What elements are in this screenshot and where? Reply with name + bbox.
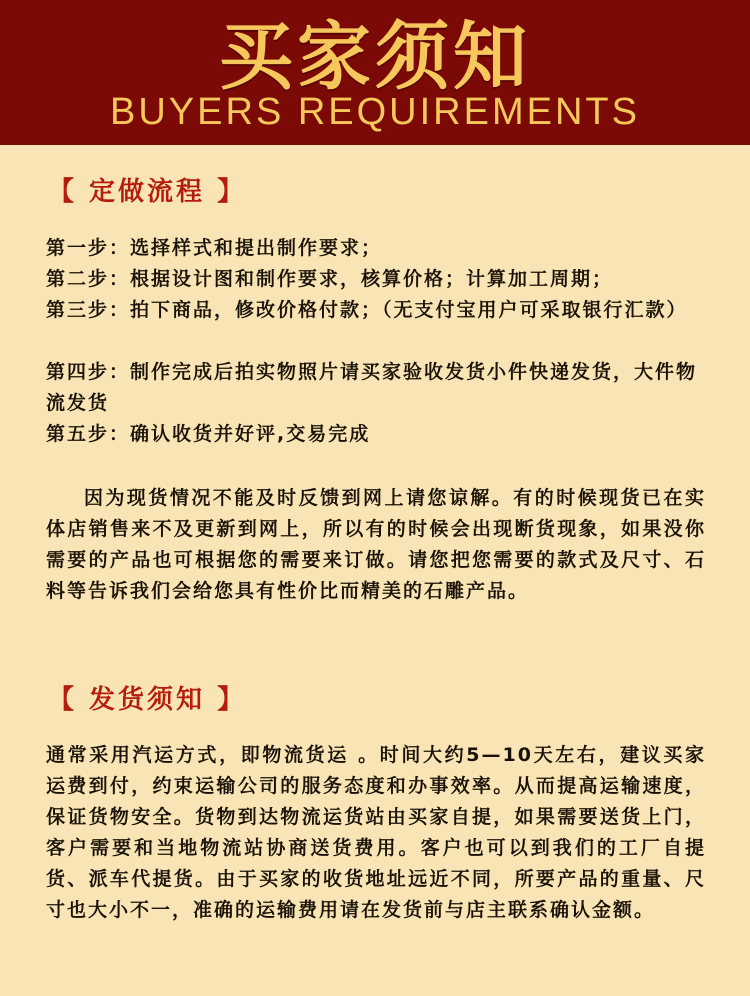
step-3: 第三步：拍下商品，修改价格付款；（无支付宝用户可采取银行汇款） <box>46 299 688 321</box>
header-banner <box>0 0 750 145</box>
page-title: 买家须知 <box>219 14 531 100</box>
step-1: 第一步：选择样式和提出制作要求； <box>46 237 383 259</box>
step-5: 第五步：确认收货并好评,交易完成 <box>46 423 371 445</box>
step-2: 第二步：根据设计图和制作要求，核算价格；计算加工周期； <box>46 268 614 290</box>
shipping-paragraph: 通常采用汽运方式，即物流货运 。时间大约5—10天左右，建议买家运费到付，约束运输公司的服务态度和办事效率。从而提高运输速度，保证货物安全。货物到达物流运货站由买家自提，如果需要送货上门，客户需要和当地物流站协商送货费用。客户也可以到我们的工厂自提货、派车代提货。由于买家的收货地址远近不同，所要产品的重量、尺寸也大小不一，准确的运输费用请在发货前与店主联系确认金额。 <box>46 744 706 921</box>
custom-process-heading: 【 定做流程 】 <box>48 177 247 207</box>
shipping-heading: 【 发货须知 】 <box>48 685 247 715</box>
step-4: 第四步：制作完成后拍实物照片请买家验收发货小件快递发货，大件物流发货 <box>46 361 698 414</box>
page-subtitle-english: BUYERS REQUIREMENTS <box>110 91 640 133</box>
stock-notice-paragraph: 因为现货情况不能及时反馈到网上请您谅解。有的时候现货已在实体店销售来不及更新到网上，所以有的时候会出现断货现象，如果没你需要的产品也可根据您的需要来订做。请您把您需要的款式及尺寸、石料等告诉我们会给您具有性价比而精美的石雕产品。 <box>46 487 706 602</box>
